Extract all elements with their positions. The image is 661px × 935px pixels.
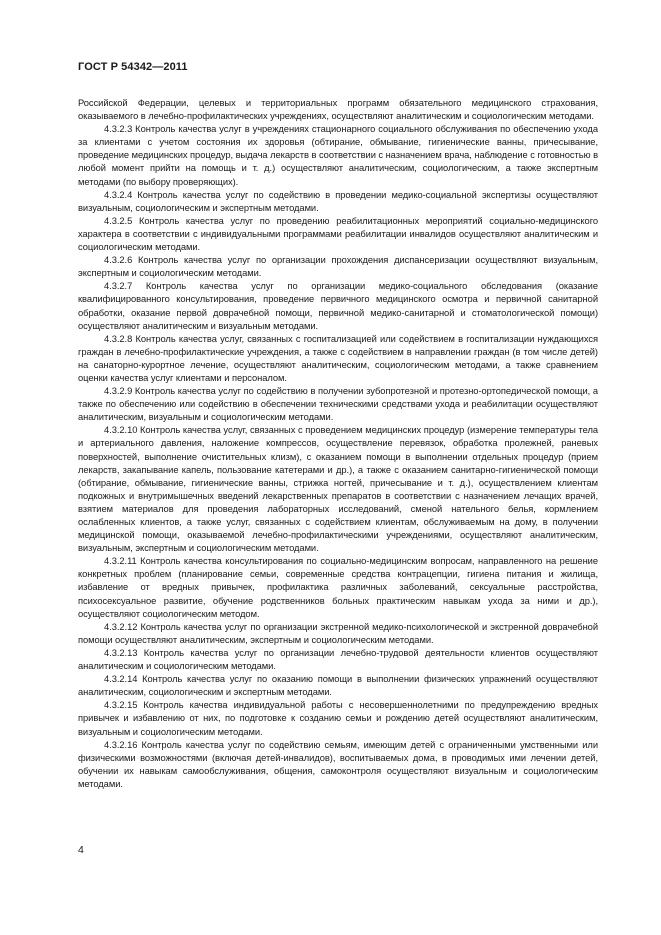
- paragraph-4-3-2-13: 4.3.2.13 Контроль качества услуг по организации лечебно-трудовой деятельности клиентов осуществляют аналитическим и социологическим методами.: [78, 647, 598, 672]
- paragraph-4-3-2-7: 4.3.2.7 Контроль качества услуг по организации медико-социального обследования (оказание квалифицированного консультирования, проведение первичного медицинского осмотра и первичной санитарной обработки, оказание первой доврачебной помощи, первичной медико-санитарной и стоматологической помощи) осуществляют аналитическим и визуальным методами.: [78, 281, 598, 331]
- paragraph-4-3-2-10: 4.3.2.10 Контроль качества услуг, связанных с проведением медицинских процедур (измерение температуры тела и артериального давления, наложение компрессов, осуществление перевязок, обработка пролежней, раневых поверхностей, выполнение очистительных клизм), с оказанием помощи в выполнении отдельных процедур (прием лекарств, закапывание капель, пользование катетерами и др.), а также с оказанием санитарно-гигиенической помощи (обтирание, обмывание, гигиенические ванны, стрижка ногтей, причесывание и т. д.), осуществлением клиентам подкожных и внутримышечных введений лекарственных препаратов в соответствии с назначением лечащих врачей, взятием материалов для проведения лабораторных исследований, сменой нательного белья, кормлением ослабленных клиентов, а также услуг, связанных с содействием клиентам, обслуживаемым на дому, в получении медицинской помощи, оказываемой лечебно-профилактическими учреждениями, осуществляют аналитическим, визуальным, экспертным и социологическим методами.: [78, 425, 598, 554]
- paragraph-4-3-2-5: 4.3.2.5 Контроль качества услуг по проведению реабилитационных мероприятий социально-медицинского характера в соответствии с индивидуальными программами реабилитации инвалидов осуществляют аналитическим и социологическим методами.: [78, 215, 598, 253]
- paragraph-4-3-2-9: 4.3.2.9 Контроль качества услуг по содействию в получении зубопротезной и протезно-ортопедической помощи, а также по обеспечению или содействию в обеспечении техническими средствами ухода и реабилитации осуществляют аналитическим, визуальным и социологическим методами.: [78, 386, 598, 423]
- paragraph-4-3-2-16: 4.3.2.16 Контроль качества услуг по содействию семьям, имеющим детей с ограниченными умственными или физическими возможностями (включая детей-инвалидов), воспитываемых дома, в проводимых ими лечении детей, обучении их навыкам самообслуживания, общения, самоконтроля осуществляют визуальным и социологическим методами.: [78, 739, 598, 789]
- page-number: 4: [78, 844, 84, 856]
- paragraph-4-3-2-8: 4.3.2.8 Контроль качества услуг, связанных с госпитализацией или содействием в госпитализации нуждающихся граждан в лечебно-профилактические учреждения, а также с содействием в направлении граждан (в том числе детей) на санаторно-курортное лечение, осуществляют аналитическим, социологическим методами, а также сравнением оценки качества услуг клиентами и персоналом.: [78, 333, 598, 383]
- paragraph-4-3-2-3: 4.3.2.3 Контроль качества услуг в учреждениях стационарного социального обслуживания по обеспечению ухода за клиентами с учетом состояния их здоровья (обтирание, обмывание, гигиенические ванны, причесывание, проведение медицинских процедур, выдача лекарств в соответствии с назначением врача, наблюдение с готовностью в любой момент прийти на помощь и т. д.) осуществляют аналитическим, социологическим, а также экспертным методами (по выбору проверяющих).: [78, 124, 598, 187]
- paragraph-4-3-2-12: 4.3.2.12 Контроль качества услуг по организации экстренной медико-психологической и экстренной доврачебной помощи осуществляют аналитическим, экспертным и социологическим методами.: [78, 621, 598, 645]
- paragraph-4-3-2-14: 4.3.2.14 Контроль качества услуг по оказанию помощи в выполнении физических упражнений осуществляют аналитическим, социологическим и экспертным методами.: [78, 674, 598, 698]
- paragraph-4-3-2-11: 4.3.2.11 Контроль качества консультирования по социально-медицинским вопросам, направленного на решение конкретных проблем (планирование семьи, современные средства контрацепции, гигиена питания и жилища, избавление от вредных привычек, профилактика различных заболеваний, сексуальные расстройства, психосексуальное развитие, обучение родственников больных практическим навыкам ухода за ними и др.), осуществляют социологическим методом.: [78, 556, 598, 619]
- paragraph-4-3-2-15: 4.3.2.15 Контроль качества индивидуальной работы с несовершеннолетними по предупреждению вредных привычек и избавлению от них, по подготовке к созданию семьи и рождению детей осуществляют аналитическим, визуальным и социологическим методами.: [78, 700, 598, 737]
- paragraph-4-3-2-4: 4.3.2.4 Контроль качества услуг по содействию в проведении медико-социальной экспертизы осуществляют визуальным, социологическим и экспертным методами.: [78, 189, 598, 213]
- paragraph-4-3-2-6: 4.3.2.6 Контроль качества услуг по организации прохождения диспансеризации осуществляют визуальным, экспертным и социологическим методами.: [78, 255, 598, 279]
- document-body: [78, 97, 598, 791]
- standard-header: ГОСТ Р 54342—2011: [78, 61, 188, 73]
- paragraph-continuation: Российской Федерации, целевых и территориальных программ обязательного медицинского страхования, оказываемого в лечебно-профилактических учреждениях, осуществляют аналитическим и социологическим методами.: [78, 98, 598, 122]
